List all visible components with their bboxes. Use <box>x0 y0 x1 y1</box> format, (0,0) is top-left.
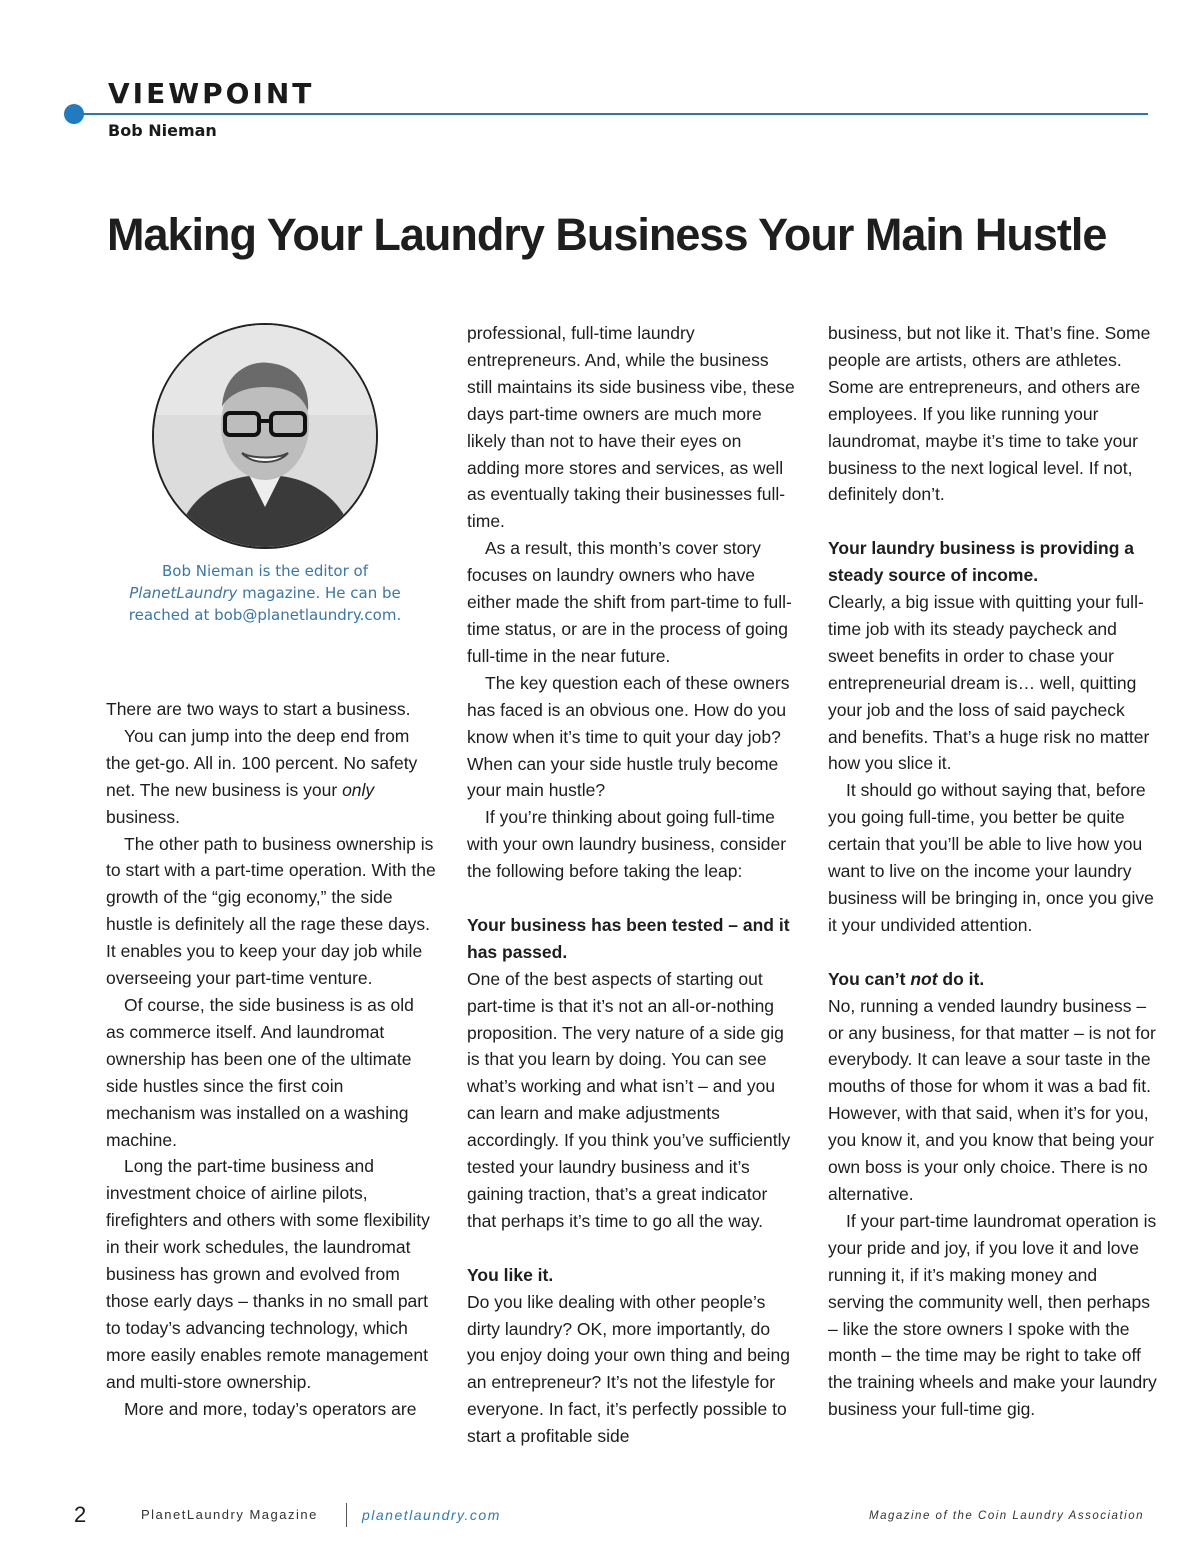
emphasis: only <box>342 779 375 800</box>
paragraph: One of the best aspects of starting out part-time is that it’s not an all-or-nothing proposition. The very nature of a side gig is that you learn by doing. You can see what’s working and what isn’t – and you can learn and make adjustments accordingly. If you think you’ve sufficiently tested your laundry business and it’s gaining traction, that’s a great indicator that perhaps it’s time to go all the way. <box>467 968 791 1231</box>
author-name: Bob Nieman <box>108 121 217 140</box>
header-section <box>0 0 1200 150</box>
paragraph: The key question each of these owners has faced is an obvious one. How do you know when it’s time to quit your day job? When can your side hustle truly become your main hustle? <box>467 672 790 801</box>
paragraph: It should go without saying that, before you going full-time, you better be quite certain that you’ll be able to live how you want to live on the income your laundry business will be bringing in, once you give it your undivided attention. <box>828 780 1154 935</box>
footer-website-link[interactable]: planetlaundry.com <box>362 1507 501 1523</box>
paragraph: If your part-time laundromat operation is your pride and joy, if you love it and love running it, if it’s making money and serving the community well, then perhaps – like the store owners I spoke with the month – the time may be right to take off the training wheels and make your laundry business your full-time gig. <box>828 1210 1157 1420</box>
page-number: 2 <box>74 1502 87 1527</box>
paragraph: Of course, the side business is as old as commerce itself. And laundromat ownership has been one of the ultimate side hustles since the first coin mechanism was installed on a washing machine. <box>106 994 414 1150</box>
article-title: Making Your Laundry Business Your Main Hustle <box>107 209 1107 260</box>
paragraph: No, running a vended laundry business – or any business, for that matter – is not for everybody. It can leave a sour taste in the mouths of those for whom it was a bad fit. However, with that said, when it’s for you, you know it, and you know that being your own boss is your only choice. There is no alternative. <box>828 995 1156 1204</box>
subheading: Your laundry business is providing a steady source of income. <box>828 538 1134 586</box>
paragraph <box>106 723 436 831</box>
header-rule <box>72 113 1148 115</box>
paragraph-text: You can jump into the deep end from the get-go. All in. 100 percent. No safety net. The new business is your <box>106 725 418 800</box>
paragraph: professional, full-time laundry entrepreneurs. And, while the business still maintains its side business vibe, these days part-time owners are much more likely than not to have their eyes on adding more stores and services, as well as eventually taking their businesses full-time. <box>467 323 795 532</box>
caption-magazine: PlanetLaundry <box>129 584 238 602</box>
paragraph: There are two ways to start a business. <box>106 699 411 719</box>
paragraph: If you’re thinking about going full-time with your own laundry business, consider the following before taking the leap: <box>467 807 787 882</box>
subheading-text: do it. <box>937 968 985 989</box>
paragraph: Long the part-time business and investment choice of airline pilots, firefighters and others with some flexibility in their work schedules, the laundromat business has grown and evolved from those early days – thanks in no small part to today’s advancing technology, which more easily enables remote management and multi-store ownership. <box>106 1156 430 1392</box>
author-photo <box>152 323 378 549</box>
paragraph: Clearly, a big issue with quitting your full-time job with its steady paycheck and sweet benefits in order to chase your entrepreneurial dream is… well, quitting your job and the loss of said paycheck and benefits. That’s a huge risk no matter how you slice it. <box>828 592 1150 774</box>
paragraph: More and more, today’s operators are <box>124 1398 417 1419</box>
paragraph: The other path to business ownership is to start with a part-time operation. With the growth of the “gig economy,” the side hustle is definitely all the rage these days. It enables you to keep your day job while overseeing your part-time venture. <box>106 833 436 989</box>
author-caption <box>100 560 430 626</box>
footer-divider <box>346 1503 347 1527</box>
article-column-2 <box>467 320 797 1450</box>
subheading: Your business has been tested – and it has passed. <box>467 914 790 962</box>
paragraph-text: business. <box>106 806 180 827</box>
subheading: You like it. <box>467 1264 554 1285</box>
footer-association: Magazine of the Coin Laundry Association <box>868 1510 1144 1522</box>
paragraph: Do you like dealing with other people’s dirty laundry? OK, more importantly, do you enjoy doing your own thing and being an entrepreneur? It’s not the lifestyle for everyone. In fact, it’s perfectly possible to start a profitable side <box>467 1291 791 1447</box>
section-title: VIEWPOINT <box>108 77 315 110</box>
footer-magazine-name: PlanetLaundry Magazine <box>141 1507 318 1522</box>
subheading-text: You can’t <box>828 968 911 989</box>
emphasis: not <box>910 968 938 989</box>
paragraph: business, but not like it. That’s fine. Some people are artists, others are athletes. Some are entrepreneurs, and others are employees. If you like running your laundromat, maybe it’s time to take your business to the next logical level. If not, definitely don’t. <box>828 323 1151 505</box>
caption-contact: magazine. He can be reached at bob@planetlaundry.com. <box>128 584 402 624</box>
article-column-1 <box>106 696 436 1422</box>
subheading <box>828 966 1158 993</box>
article-column-3 <box>828 320 1158 1423</box>
paragraph: As a result, this month’s cover story focuses on laundry owners who have either made the shift from part-time to full-time status, or are in the process of going full-time in the near future. <box>467 538 792 666</box>
caption-text: Bob Nieman is the editor of <box>162 562 368 580</box>
